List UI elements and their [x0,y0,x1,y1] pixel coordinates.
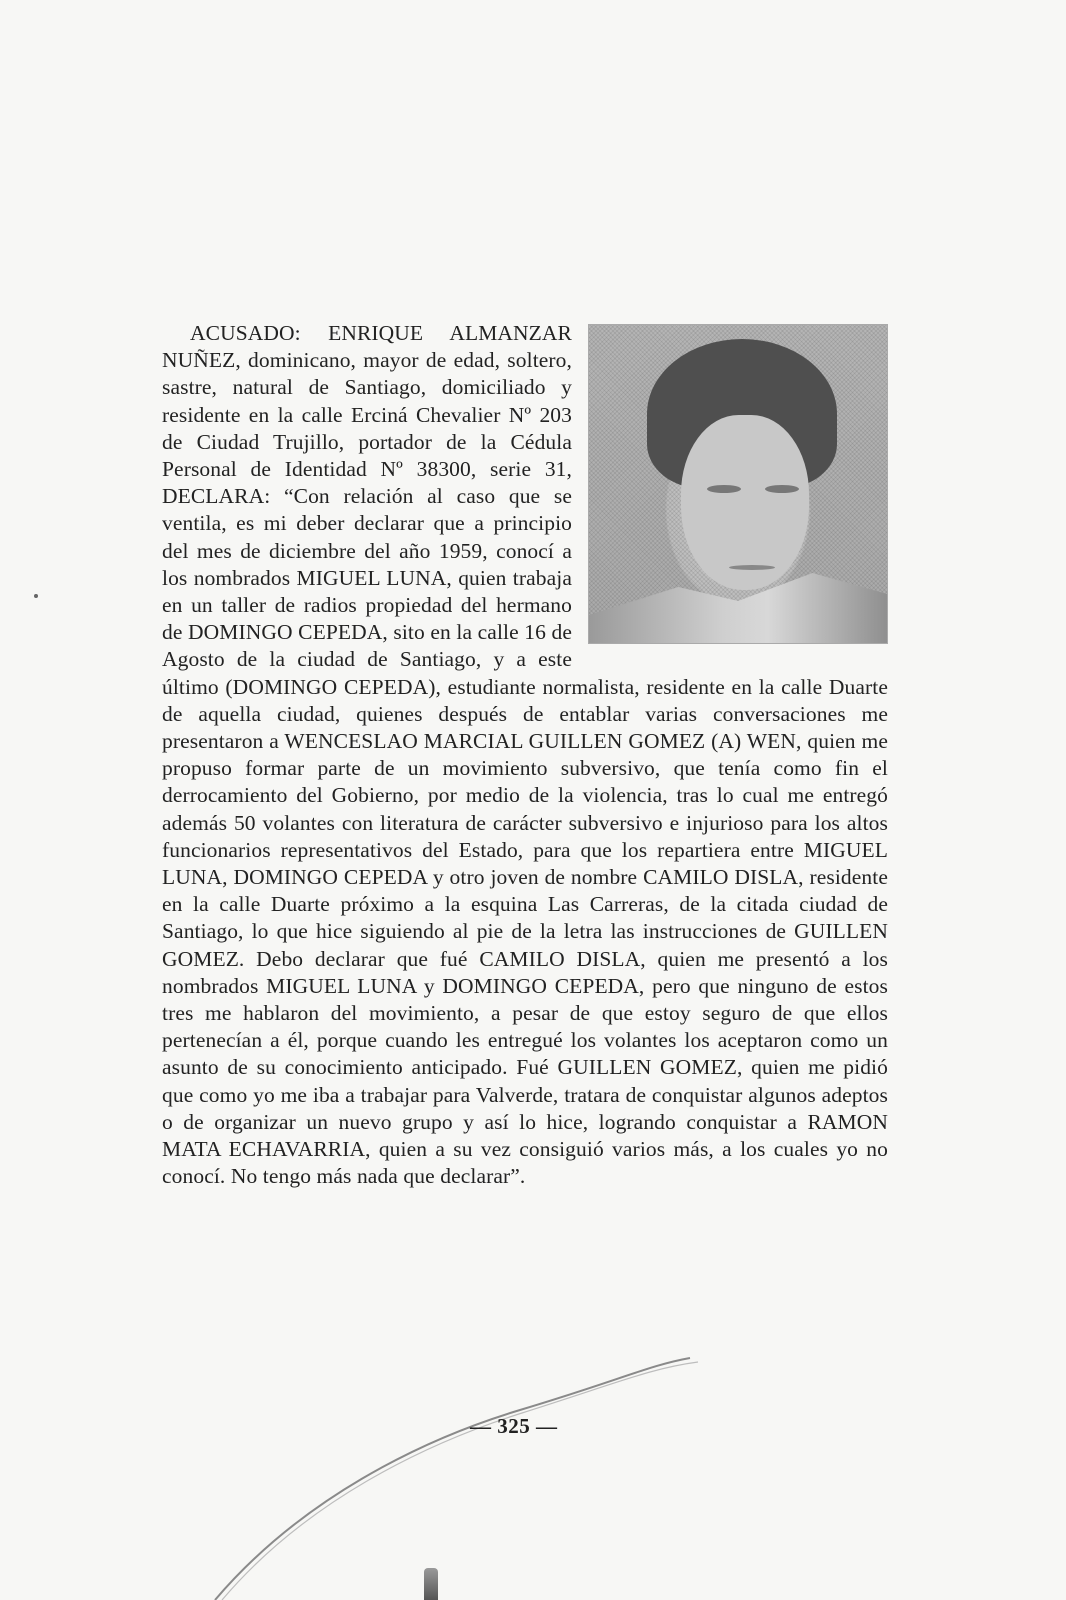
portrait-photo [588,324,888,644]
photo-eye-left [707,485,741,493]
scan-speck [34,594,38,598]
photo-face [681,415,809,590]
page-number: — 325 — [470,1414,558,1438]
photo-mouth [729,565,775,570]
binder-clip-mark [424,1568,438,1600]
declaration-paragraph: ACUSADO: ENRIQUE ALMANZAR NUÑEZ, dominicano, mayor de edad, soltero, sastre, natural de Santiago, domiciliado y residente en la calle Erciná Chevalier Nº 203 de Ciudad Trujillo, portador de la Cédula Personal de Identidad Nº 38300, serie 31, DECLARA: “Con relación al caso que se ventila, es mi deber declarar que a principio del mes de diciembre del año 1959, conocí a los nombrados MIGUEL LUNA, quien trabaja en un taller de radios propiedad del hermano de DOMINGO CEPEDA, sito en la calle 16 de Agosto de la ciudad de Santiago, y a este último (DOMINGO CEPEDA), estudiante normalista, residente en la calle Duarte de aquella ciudad, quienes después de entablar varias conversaciones me presentaron a WENCESLAO MARCIAL GUILLEN GOMEZ (A) WEN, quien me propuso formar parte de un movimiento subversivo, que tenía como fin el derrocamiento del Gobierno, por medio de la violencia, tras lo cual me entregó además 50 volantes con literatura de carácter subversivo e injurioso para los altos funcionarios representativos del Estado, para que los repartiera entre MIGUEL LUNA, DOMINGO CEPEDA y otro joven de nombre CAMILO DISLA, residente en la calle Duarte próximo a la esquina Las Carreras, de la citada ciudad de Santiago, lo que hice siguiendo al pie de la letra las instrucciones de GUILLEN GOMEZ. Debo declarar que fué CAMILO DISLA, quien me presentó a los nombrados MIGUEL LUNA y DOMINGO CEPEDA, pero que ninguno de estos tres me hablaron del movimiento, a pesar de que estoy seguro de que ellos pertenecían a él, porque cuando les entregué los volantes los aceptaron como un asunto de su conocimiento anticipado. Fué GUILLEN GOMEZ, quien me pidió que como yo me iba a trabajar para Valverde, tratara de conquistar algunos adeptos o de organizar un nuevo grupo y así lo hice, logrando conquistar a RAMON MATA ECHAVARRIA, quien a su vez consiguió varios más, a los cuales yo no conocí. No tengo más nada que declarar”. [162,321,888,1189]
photo-eye-right [765,485,799,493]
declaration-text-block [162,320,888,1191]
